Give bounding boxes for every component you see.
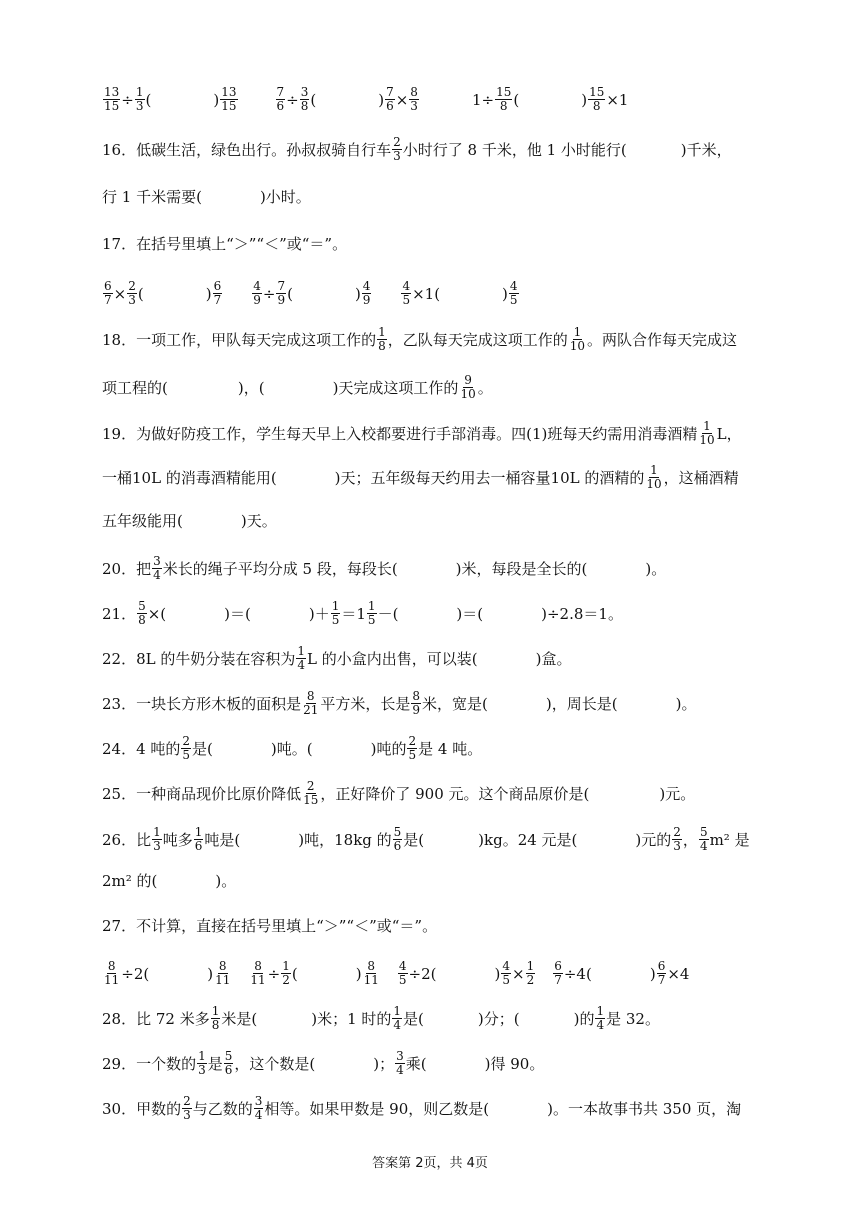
text-segment: 是: [207, 1055, 223, 1073]
fraction-numerator: 7: [276, 85, 285, 99]
fraction-denominator: 4: [153, 568, 161, 582]
fraction-denominator: 9: [362, 293, 371, 307]
fraction-denominator: 10: [646, 477, 662, 491]
fraction: [214, 960, 231, 987]
text-segment: )＋: [308, 605, 330, 623]
text-segment: )的: [573, 1010, 595, 1028]
fraction-numerator: 1: [211, 1004, 220, 1018]
fraction: [182, 1095, 192, 1122]
fraction: [672, 826, 682, 853]
fraction: [409, 86, 419, 113]
fraction: [300, 86, 310, 113]
text-segment: 吨是(: [204, 831, 241, 849]
fraction-denominator: 3: [198, 1063, 206, 1077]
text-segment: 19．为做好防疫工作，学生每天早上入校都要进行手部消毒。四(1)班每天约需用消毒酒精: [102, 425, 698, 443]
fraction-numerator: 8: [367, 959, 376, 973]
fraction-denominator: 6: [393, 839, 402, 853]
fraction-numerator: 2: [183, 1094, 191, 1108]
text-segment: ，这桶酒精: [663, 469, 739, 487]
text-segment: )米；1 时的: [311, 1010, 392, 1028]
fraction-denominator: 11: [104, 973, 120, 987]
fraction: [363, 960, 380, 987]
fraction: [645, 464, 662, 491]
fraction-numerator: 4: [362, 279, 371, 293]
fraction-denominator: 15: [221, 99, 237, 113]
text-segment: 行 1 千米需要(: [102, 188, 202, 206]
text-segment: 18．一项工作，甲队每天完成这项工作的: [102, 331, 377, 349]
text-segment: ÷2(: [121, 964, 150, 983]
fraction-denominator: 2: [526, 973, 535, 987]
fraction: [181, 735, 191, 762]
fraction-denominator: 2: [282, 973, 290, 987]
fraction-denominator: 3: [128, 293, 136, 307]
fraction-numerator: 1: [526, 959, 535, 973]
fraction-numerator: 2: [128, 279, 136, 293]
text-segment: ): [207, 964, 214, 983]
fraction-numerator: 5: [224, 1049, 233, 1063]
text-segment: (: [137, 284, 144, 303]
fraction: [411, 690, 421, 717]
fraction: [103, 280, 113, 307]
fraction: [588, 86, 605, 113]
text-segment: )＝(: [224, 605, 251, 623]
fraction: [276, 280, 286, 307]
question-line: [102, 374, 776, 401]
fraction-numerator: 1: [650, 463, 658, 477]
text-segment: (: [513, 90, 520, 109]
text-segment: ): [213, 90, 220, 109]
text-segment: )＝(: [456, 605, 484, 623]
question-line: [102, 1005, 776, 1032]
fraction-denominator: 6: [224, 1063, 233, 1077]
fraction: [501, 960, 511, 987]
fraction-denominator: 3: [153, 839, 161, 853]
fraction-denominator: 4: [699, 839, 708, 853]
question-line: [102, 420, 776, 447]
fraction-denominator: 5: [402, 293, 411, 307]
fraction-denominator: 6: [194, 839, 203, 853]
fraction: [509, 280, 519, 307]
text-segment: L 的小盒内出售，可以装(: [307, 650, 478, 668]
fraction-numerator: 7: [277, 279, 286, 293]
fraction: [220, 86, 237, 113]
text-segment: 是(: [403, 1010, 424, 1028]
text-segment: )；: [373, 1055, 395, 1073]
text-segment: 米是(: [221, 1010, 258, 1028]
text-segment: ×4: [667, 964, 690, 983]
question-line: [102, 780, 776, 807]
text-segment: 五年级能用(: [102, 512, 183, 530]
fraction-numerator: 8: [412, 689, 421, 703]
fraction-numerator: 2: [182, 734, 191, 748]
text-segment: (: [291, 964, 298, 983]
fraction: [526, 960, 536, 987]
text-segment: m² 是: [709, 831, 750, 849]
text-segment: 吨多: [162, 831, 193, 849]
fraction-denominator: 3: [183, 1108, 191, 1122]
text-segment: 22．8L 的牛奶分装在容积为: [102, 650, 296, 668]
text-segment: －(: [377, 605, 399, 623]
fraction-numerator: 6: [104, 279, 112, 293]
text-segment: ): [494, 964, 501, 983]
text-segment: 与乙数的: [192, 1100, 253, 1118]
fraction-numerator: 1: [297, 644, 306, 658]
fraction-numerator: 3: [254, 1094, 263, 1108]
fraction: [331, 600, 341, 627]
fraction-denominator: 5: [509, 293, 518, 307]
text-segment: ÷: [262, 284, 276, 303]
fraction: [392, 1005, 402, 1032]
fraction-denominator: 3: [410, 99, 418, 113]
question-line: [102, 555, 776, 582]
text-segment: )。: [215, 872, 237, 890]
fraction: [103, 960, 120, 987]
text-segment: 21．: [102, 605, 137, 623]
question-line: [102, 86, 776, 113]
fraction: [553, 960, 563, 987]
fraction-denominator: 11: [363, 973, 379, 987]
text-segment: 米长的绳子平均分成 5 段，每段长(: [162, 560, 398, 578]
fraction: [213, 280, 223, 307]
text-segment: ÷2(: [408, 964, 437, 983]
question-line: [102, 1095, 776, 1122]
fraction: [276, 86, 286, 113]
text-segment: 2m² 的(: [102, 872, 158, 890]
fraction-numerator: 8: [254, 959, 262, 973]
text-segment: ): [354, 284, 361, 303]
fraction-denominator: 7: [657, 973, 666, 987]
fraction-numerator: 3: [300, 85, 309, 99]
fraction-numerator: 1: [378, 325, 386, 339]
fraction-denominator: 5: [502, 973, 510, 987]
fraction-numerator: 2: [673, 825, 681, 839]
fraction: [407, 735, 417, 762]
fraction: [197, 1050, 207, 1077]
text-segment: 。两队合作每天完成这: [587, 331, 738, 349]
fraction-denominator: 3: [673, 839, 681, 853]
text-segment: ，正好降价了 900 元。这个商品原价是(: [320, 785, 590, 803]
text-segment: 27．不计算，直接在括号里填上“＞”“＜”或“＝”。: [102, 917, 438, 935]
fraction-numerator: 1: [135, 85, 144, 99]
text-segment: 米，宽是(: [422, 695, 488, 713]
question-line: [102, 326, 776, 353]
fraction-numerator: 1: [573, 325, 582, 339]
fraction-numerator: 2: [408, 734, 417, 748]
fraction-numerator: 8: [218, 959, 227, 973]
text-segment: 24．4 吨的: [102, 740, 181, 758]
fraction: [392, 136, 402, 163]
text-segment: (: [310, 90, 317, 109]
text-segment: 28．比 72 米多: [102, 1010, 210, 1028]
fraction-numerator: 1: [282, 959, 290, 973]
fraction: [385, 86, 395, 113]
fraction: [249, 960, 266, 987]
text-segment: ÷: [267, 964, 281, 983]
text-segment: )千米，: [680, 141, 732, 159]
fraction-denominator: 8: [211, 1018, 220, 1032]
question-line: [102, 280, 776, 307]
fraction: [127, 280, 137, 307]
text-segment: )天；五年级每天约用去一桶容量10L 的酒精的: [334, 469, 645, 487]
fraction-denominator: 5: [331, 613, 340, 627]
text-segment: ): [581, 90, 588, 109]
fraction: [302, 690, 319, 717]
fraction-numerator: 4: [253, 279, 261, 293]
fraction-numerator: 15: [496, 85, 512, 99]
fraction-denominator: 8: [300, 99, 309, 113]
fraction-numerator: 4: [509, 279, 518, 293]
page-footer: 答案第 2页，共 4页: [372, 1156, 488, 1171]
text-segment: )。: [675, 695, 697, 713]
fraction-denominator: 8: [499, 99, 508, 113]
fraction: [103, 86, 120, 113]
text-segment: )元的: [635, 831, 672, 849]
fraction-numerator: 4: [502, 959, 510, 973]
fraction-denominator: 9: [412, 703, 421, 717]
text-segment: )，(: [237, 379, 265, 397]
text-segment: )天。: [240, 512, 277, 530]
text-segment: )元。: [659, 785, 696, 803]
fraction-numerator: 4: [402, 279, 411, 293]
text-segment: )吨，18kg 的: [298, 831, 392, 849]
fraction-denominator: 11: [250, 973, 266, 987]
question-line: [102, 136, 776, 163]
text-segment: ): [502, 284, 508, 303]
fraction-numerator: 8: [107, 959, 116, 973]
fraction-denominator: 8: [138, 613, 146, 627]
fraction-denominator: 5: [398, 973, 407, 987]
text-segment: 29．一个数的: [102, 1055, 197, 1073]
fraction-denominator: 5: [182, 748, 191, 762]
fraction: [152, 555, 162, 582]
fraction: [569, 326, 586, 353]
text-segment: ×1: [606, 90, 629, 109]
fraction-numerator: 13: [104, 85, 120, 99]
question-line: [102, 735, 776, 762]
question-line: [102, 870, 776, 891]
fraction-denominator: 10: [699, 433, 715, 447]
text-segment: 26．比: [102, 831, 152, 849]
fraction-numerator: 1: [194, 825, 203, 839]
text-segment: 25．一种商品现价比原价降低: [102, 785, 302, 803]
fraction-denominator: 8: [378, 339, 386, 353]
fraction-numerator: 6: [657, 959, 666, 973]
text-segment: 30．甲数的: [102, 1100, 182, 1118]
fraction-numerator: 6: [554, 959, 562, 973]
text-segment: )小时。: [259, 188, 311, 206]
fraction-numerator: 1: [331, 599, 340, 613]
fraction-denominator: 7: [554, 973, 562, 987]
fraction-numerator: 8: [410, 85, 418, 99]
fraction-denominator: 10: [569, 339, 586, 353]
text-segment: (: [145, 90, 152, 109]
text-segment: 小时行了 8 千米，他 1 小时能行(: [402, 141, 627, 159]
text-segment: 23．一块长方形木板的面积是: [102, 695, 302, 713]
question-line: [102, 600, 776, 627]
text-segment: )吨。(: [270, 740, 313, 758]
fraction-numerator: 1: [198, 1049, 206, 1063]
fraction-denominator: 6: [386, 99, 394, 113]
question-line: [102, 510, 776, 531]
fraction: [224, 1050, 234, 1077]
fraction-numerator: 5: [138, 599, 146, 613]
question-line: [102, 186, 776, 207]
text-segment: 是 32。: [606, 1010, 660, 1028]
question-line: [102, 690, 776, 717]
text-segment: ×: [395, 90, 409, 109]
text-segment: )。一本故事书共 350 页，淘: [547, 1100, 742, 1118]
text-segment: )分；(: [477, 1010, 520, 1028]
fraction-denominator: 5: [408, 748, 417, 762]
fraction: [595, 1005, 605, 1032]
fraction: [495, 86, 512, 113]
fraction: [459, 374, 476, 401]
fraction: [252, 280, 262, 307]
fraction-numerator: 2: [393, 135, 401, 149]
fraction-denominator: 3: [135, 99, 144, 113]
text-segment: ×: [113, 284, 127, 303]
fraction-denominator: 6: [276, 99, 285, 113]
fraction-denominator: 4: [393, 1018, 402, 1032]
text-segment: )米，每段是全长的(: [455, 560, 588, 578]
text-segment: ，: [682, 831, 698, 849]
fraction-numerator: 8: [306, 689, 315, 703]
fraction: [398, 960, 408, 987]
fraction: [135, 86, 145, 113]
fraction-denominator: 4: [254, 1108, 263, 1122]
fraction-denominator: 11: [215, 973, 231, 987]
text-segment: )÷2.8＝1。: [541, 605, 623, 623]
fraction-numerator: 1: [367, 599, 376, 613]
fraction-numerator: 3: [396, 1049, 404, 1063]
text-segment: ): [355, 964, 362, 983]
fraction-denominator: 21: [303, 703, 319, 717]
text-segment: ＝1: [341, 605, 366, 623]
fraction: [281, 960, 291, 987]
text-segment: 是(: [192, 740, 213, 758]
fraction: [657, 960, 667, 987]
text-segment: 是 4 吨。: [418, 740, 483, 758]
text-segment: 乘(: [405, 1055, 427, 1073]
fraction-denominator: 5: [367, 613, 376, 627]
fraction: [395, 1050, 405, 1077]
text-segment: ×(: [147, 604, 167, 623]
text-segment: (: [287, 284, 293, 303]
fraction-numerator: 1: [393, 1004, 402, 1018]
fraction-numerator: 1: [596, 1004, 605, 1018]
fraction-denominator: 4: [396, 1063, 404, 1077]
question-line: [102, 464, 776, 491]
fraction: [393, 826, 403, 853]
text-segment: ÷4(: [563, 964, 592, 983]
fraction-numerator: 2: [306, 779, 315, 793]
fraction-numerator: 1: [153, 825, 161, 839]
text-segment: )天完成这项工作的: [332, 379, 459, 397]
fraction: [362, 280, 372, 307]
fraction: [367, 600, 377, 627]
text-segment: ÷: [121, 90, 134, 109]
question-line: [102, 915, 776, 936]
fraction: [254, 1095, 264, 1122]
text-segment: 1÷: [471, 90, 495, 109]
text-segment: )，周长是(: [545, 695, 618, 713]
fraction-denominator: 4: [596, 1018, 605, 1032]
text-segment: 是(: [403, 831, 425, 849]
fraction-denominator: 7: [213, 293, 222, 307]
fraction: [152, 826, 162, 853]
fraction-denominator: 3: [393, 149, 401, 163]
fraction: [401, 280, 411, 307]
text-segment: 20．把: [102, 560, 152, 578]
fraction: [699, 826, 709, 853]
fraction: [194, 826, 204, 853]
text-segment: ): [205, 284, 212, 303]
fraction-numerator: 4: [398, 959, 407, 973]
question-line: [102, 826, 776, 853]
text-segment: )吨的: [370, 740, 407, 758]
text-segment: ×: [512, 964, 525, 983]
fraction-numerator: 7: [386, 85, 394, 99]
text-segment: )。: [645, 560, 667, 578]
fraction-numerator: 5: [699, 825, 708, 839]
text-segment: L，: [716, 425, 742, 443]
fraction-numerator: 3: [153, 554, 161, 568]
fraction-denominator: 15: [104, 99, 120, 113]
text-segment: )盒。: [535, 650, 572, 668]
fraction-denominator: 15: [303, 793, 319, 807]
fraction-denominator: 9: [253, 293, 261, 307]
fraction-numerator: 1: [703, 419, 711, 433]
fraction: [698, 420, 715, 447]
text-segment: ，这个数是(: [234, 1055, 316, 1073]
fraction-denominator: 7: [104, 293, 112, 307]
fraction-denominator: 8: [592, 99, 601, 113]
fraction-numerator: 13: [221, 85, 237, 99]
fraction: [377, 326, 387, 353]
fraction-numerator: 15: [589, 85, 605, 99]
fraction-denominator: 4: [297, 658, 306, 672]
text-segment: ，乙队每天完成这项工作的: [387, 331, 568, 349]
fraction-numerator: 6: [213, 279, 222, 293]
text-segment: 17．在括号里填上“＞”“＜”或“＝”。: [102, 235, 348, 253]
text-segment: 。: [477, 379, 493, 397]
question-line: [102, 233, 776, 254]
fraction-denominator: 10: [460, 387, 476, 401]
fraction: [302, 780, 319, 807]
text-segment: 16．低碳生活，绿色出行。孙叔叔骑自行车: [102, 141, 392, 159]
text-segment: )得 90。: [484, 1055, 545, 1073]
question-line: [102, 645, 776, 672]
fraction: [296, 645, 306, 672]
fraction-denominator: 9: [277, 293, 286, 307]
fraction: [211, 1005, 221, 1032]
fraction-numerator: 5: [393, 825, 402, 839]
text-segment: 平方米，长是: [320, 695, 411, 713]
fraction-numerator: 9: [464, 373, 472, 387]
text-segment: 项工程的(: [102, 379, 168, 397]
text-segment: )kg。24 元是(: [478, 831, 578, 849]
question-line: [102, 1050, 776, 1077]
text-segment: 相等。如果甲数是 90，则乙数是(: [264, 1100, 490, 1118]
question-line: [102, 960, 776, 987]
text-segment: ): [378, 90, 385, 109]
text-segment: 一桶10L 的消毒酒精能用(: [102, 469, 277, 487]
text-segment: ): [649, 964, 656, 983]
fraction: [137, 600, 147, 627]
text-segment: ×1(: [412, 284, 441, 303]
text-segment: ÷: [286, 90, 299, 109]
